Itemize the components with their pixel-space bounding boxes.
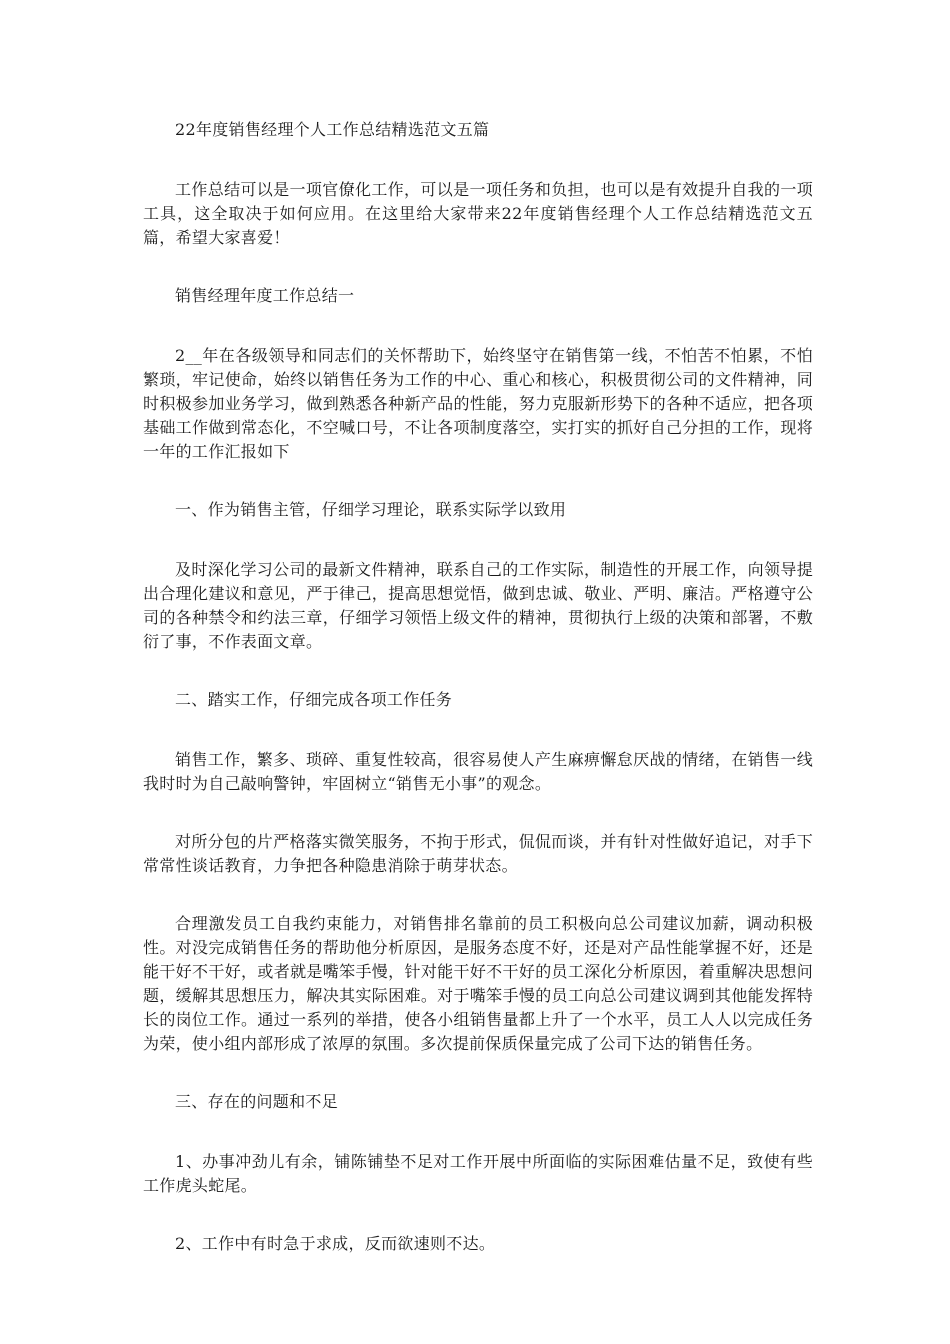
body-paragraph: 对所分包的片严格落实微笑服务，不拘于形式，侃侃而谈，并有针对性做好追记，对手下常常性谈话教育，力争把各种隐患消除于萌芽状态。 <box>143 832 813 875</box>
list-item-one: 1、办事冲劲儿有余，铺陈铺垫不足对工作开展中所面临的实际困难估量不足，致使有些工作虎头蛇尾。 <box>143 1152 813 1195</box>
body-paragraph: 及时深化学习公司的最新文件精神，联系自己的工作实际，制造性的开展工作，向领导提出合理化建议和意见，严于律己，提高思想觉悟，做到忠诚、敬业、严明、廉洁。严格遵守公司的各种禁令和约法三章，仔细学习领悟上级文件的精神，贯彻执行上级的决策和部署，不敷衍了事，不作表面文章。 <box>143 560 813 651</box>
list-item-two: 2、工作中有时急于求成，反而欲速则不达。 <box>175 1234 496 1253</box>
section-heading-three: 三、存在的问题和不足 <box>175 1092 339 1111</box>
document-title: 22年度销售经理个人工作总结精选范文五篇 <box>175 120 490 139</box>
body-paragraph: 销售工作，繁多、琐碎、重复性较高，很容易使人产生麻痹懈怠厌战的情绪，在销售一线我时时为自己敲响警钟，牢固树立“销售无小事”的观念。 <box>143 750 813 793</box>
body-paragraph: 合理激发员工自我约束能力，对销售排名靠前的员工积极向总公司建议加薪，调动积极性。对没完成销售任务的帮助他分析原因，是服务态度不好，还是对产品性能掌握不好，还是能干好不干好，或者就是嘴笨手慢，针对能干好不干好的员工深化分析原因，着重解决思想问题，缓解其思想压力，解决其实际困难。对于嘴笨手慢的员工向总公司建议调到其他能发挥特长的岗位工作。通过一系列的举措，使各小组销售量都上升了一个水平，员工人人以完成任务为荣，使小组内部形成了浓厚的氛围。多次提前保质保量完成了公司下达的销售任务。 <box>143 914 813 1053</box>
section-heading-summary-one: 销售经理年度工作总结一 <box>175 286 355 305</box>
body-paragraph: 2__年在各级领导和同志们的关怀帮助下，始终坚守在销售第一线，不怕苦不怕累，不怕繁琐，牢记使命，始终以销售任务为工作的中心、重心和核心，积极贯彻公司的文件精神，同时积极参加业务学习，做到熟悉各种新产品的性能，努力克服新形势下的各种不适应，把各项基础工作做到常态化，不空喊口号，不让各项制度落空，实打实的抓好自己分担的工作，现将一年的工作汇报如下 <box>143 346 813 461</box>
section-heading-two: 二、踏实工作，仔细完成各项工作任务 <box>175 690 453 709</box>
section-heading-one: 一、作为销售主管，仔细学习理论，联系实际学以致用 <box>175 500 567 519</box>
document-page <box>143 118 813 1290</box>
intro-paragraph: 工作总结可以是一项官僚化工作，可以是一项任务和负担，也可以是有效提升自我的一项工具，这全取决于如何应用。在这里给大家带来22年度销售经理个人工作总结精选范文五篇，希望大家喜爱！ <box>143 180 813 247</box>
